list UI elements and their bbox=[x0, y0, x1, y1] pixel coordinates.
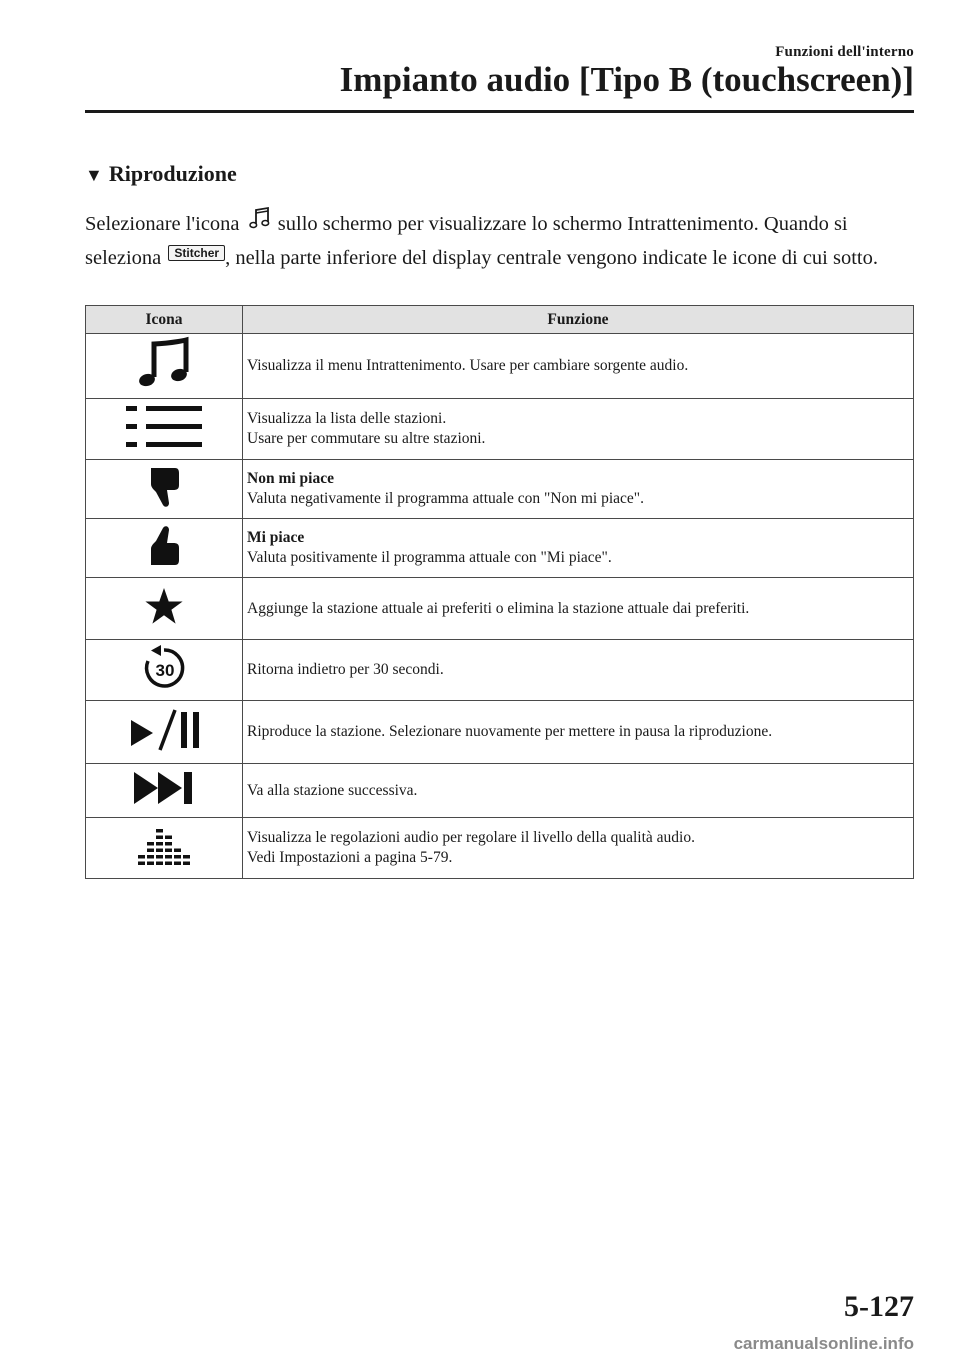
star-icon bbox=[144, 613, 184, 630]
function-text: Visualizza la lista delle stazioni. bbox=[247, 410, 447, 427]
function-cell bbox=[243, 701, 914, 764]
column-header-icon: Icona bbox=[86, 306, 243, 334]
function-text: Usare per commutare su altre stazioni. bbox=[247, 430, 486, 447]
icon-cell bbox=[86, 764, 243, 818]
icon-cell bbox=[86, 334, 243, 399]
header-subtitle: Funzioni dell'interno bbox=[775, 44, 914, 60]
section-title-text: Riproduzione bbox=[108, 161, 237, 186]
function-cell bbox=[243, 460, 914, 519]
music-note-inline-icon bbox=[247, 205, 271, 243]
thumbs-up-icon bbox=[147, 555, 181, 572]
function-cell bbox=[243, 334, 914, 399]
table-row bbox=[86, 334, 914, 399]
icon-cell bbox=[86, 640, 243, 701]
function-cell bbox=[243, 578, 914, 640]
icon-cell bbox=[86, 519, 243, 578]
intro-paragraph bbox=[85, 205, 915, 274]
icon-cell bbox=[86, 578, 243, 640]
table-row bbox=[86, 764, 914, 818]
function-text: Visualizza il menu Intrattenimento. Usare per cambiare sorgente audio. bbox=[247, 357, 689, 374]
function-cell bbox=[243, 519, 914, 578]
thumbs-down-icon bbox=[147, 496, 181, 513]
table-row bbox=[86, 460, 914, 519]
watermark-text: carmanualsonline.info bbox=[733, 1334, 914, 1353]
header-rule bbox=[85, 110, 914, 113]
table-row bbox=[86, 578, 914, 640]
table-row bbox=[86, 399, 914, 460]
function-text: Valuta negativamente il programma attuale con "Non mi piace". bbox=[247, 490, 644, 507]
function-cell bbox=[243, 818, 914, 879]
intro-text-2: sullo schermo per visualizzare lo schermo Intrattenimento. Quando si seleziona bbox=[85, 213, 848, 269]
column-header-function: Funzione bbox=[243, 306, 914, 334]
table-row bbox=[86, 519, 914, 578]
triangle-bullet-icon: ▼ bbox=[85, 165, 103, 185]
page-number: 5-127 bbox=[844, 1290, 914, 1323]
icon-function-table bbox=[85, 305, 914, 879]
replay-30-icon bbox=[141, 660, 187, 695]
function-cell bbox=[243, 399, 914, 460]
function-text: Aggiunge la stazione attuale ai preferiti o elimina la stazione attuale dai preferiti. bbox=[247, 599, 750, 617]
play-pause-icon bbox=[127, 739, 201, 756]
music-note-icon bbox=[134, 379, 194, 396]
icon-cell bbox=[86, 818, 243, 879]
stitcher-button-label: Stitcher bbox=[168, 245, 225, 261]
skip-next-icon bbox=[132, 793, 196, 810]
table-row bbox=[86, 818, 914, 879]
table-header-row bbox=[86, 306, 914, 334]
table-row bbox=[86, 701, 914, 764]
function-cell bbox=[243, 640, 914, 701]
intro-text-1: Selezionare l'icona bbox=[85, 213, 240, 235]
page-title: Impianto audio [Tipo B (touchscreen)] bbox=[339, 60, 914, 99]
function-text: Va alla stazione successiva. bbox=[247, 781, 418, 799]
replay-30-label: 30 bbox=[155, 660, 175, 680]
function-text: Valuta positivamente il programma attuale con "Mi piace". bbox=[247, 549, 612, 566]
function-text: Riproduce la stazione. Selezionare nuovamente per mettere in pausa la riproduzione. bbox=[247, 723, 773, 740]
function-cell bbox=[243, 764, 914, 818]
table-row bbox=[86, 640, 914, 701]
function-text: Visualizza le regolazioni audio per regolare il livello della qualità audio. bbox=[247, 829, 695, 846]
equalizer-icon bbox=[136, 857, 192, 874]
intro-text-3: , nella parte inferiore del display centrale vengono indicate le icone di cui sotto. bbox=[225, 247, 878, 269]
icon-cell bbox=[86, 399, 243, 460]
function-text: Ritorna indietro per 30 secondi. bbox=[247, 661, 444, 678]
section-title bbox=[85, 161, 237, 187]
function-text: Vedi Impostazioni a pagina 5-79. bbox=[247, 849, 453, 866]
function-title: Non mi piace bbox=[247, 470, 334, 487]
icon-cell bbox=[86, 701, 243, 764]
function-title: Mi piace bbox=[247, 529, 305, 546]
station-list-icon bbox=[124, 437, 204, 454]
icon-cell bbox=[86, 460, 243, 519]
